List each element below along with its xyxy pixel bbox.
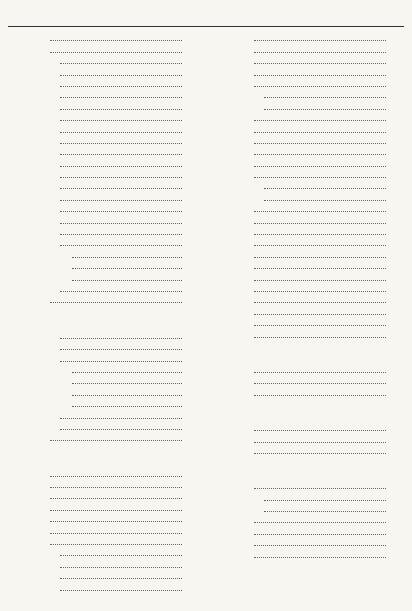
dot-leader xyxy=(50,510,182,511)
dot-leader xyxy=(254,132,386,133)
chapter-title xyxy=(64,450,144,462)
toc-entry[interactable] xyxy=(8,502,200,513)
toc-entry[interactable] xyxy=(8,204,200,215)
toc-entry[interactable] xyxy=(212,124,404,135)
dot-leader xyxy=(60,338,182,339)
toc-entry[interactable] xyxy=(212,192,404,203)
dot-leader xyxy=(60,97,182,98)
toc-right-column xyxy=(212,33,404,608)
dot-leader xyxy=(60,429,182,430)
toc-entry[interactable] xyxy=(8,147,200,158)
dot-leader xyxy=(254,453,386,454)
toc-entry[interactable] xyxy=(8,491,200,502)
dot-leader xyxy=(254,177,386,178)
dot-leader xyxy=(254,120,386,121)
running-header-title xyxy=(8,10,404,22)
toc-entry[interactable] xyxy=(8,215,200,226)
toc-entry[interactable] xyxy=(212,170,404,181)
dot-leader xyxy=(72,280,182,281)
toc-entry[interactable] xyxy=(8,365,200,376)
dot-leader xyxy=(60,349,182,350)
dot-leader xyxy=(254,557,386,558)
running-header-page-number xyxy=(392,10,402,22)
dot-leader xyxy=(50,476,182,477)
toc-entry[interactable] xyxy=(8,101,200,112)
toc-entry[interactable] xyxy=(212,181,404,192)
dot-leader xyxy=(254,302,386,303)
dot-leader xyxy=(60,418,182,419)
toc-entry[interactable] xyxy=(8,582,200,593)
toc-entry[interactable] xyxy=(212,515,404,526)
toc-entry[interactable] xyxy=(8,342,200,353)
dot-leader xyxy=(60,234,182,235)
toc-entry[interactable] xyxy=(212,423,404,434)
toc-entry[interactable] xyxy=(8,571,200,582)
dot-leader xyxy=(60,361,182,362)
toc-entry[interactable] xyxy=(8,295,200,306)
dot-leader xyxy=(72,383,182,384)
chapter-heading xyxy=(212,341,404,365)
running-header xyxy=(8,10,404,27)
toc-entry[interactable] xyxy=(8,136,200,147)
dot-leader xyxy=(72,257,182,258)
dot-leader xyxy=(50,440,182,441)
dot-leader xyxy=(60,154,182,155)
dot-leader xyxy=(60,590,182,591)
dot-leader xyxy=(254,143,386,144)
dot-leader xyxy=(254,223,386,224)
dot-leader xyxy=(254,280,386,281)
dot-leader xyxy=(254,52,386,53)
toc-entry[interactable] xyxy=(8,525,200,536)
toc-entry[interactable] xyxy=(212,329,404,340)
toc-entry[interactable] xyxy=(212,238,404,249)
toc-entry[interactable] xyxy=(212,79,404,90)
dot-leader xyxy=(254,314,386,315)
toc-entry[interactable] xyxy=(8,192,200,203)
dot-leader xyxy=(60,223,182,224)
dot-leader xyxy=(254,211,386,212)
toc-entry[interactable] xyxy=(8,33,200,44)
dot-leader xyxy=(254,534,386,535)
dot-leader xyxy=(254,545,386,546)
toc-entry[interactable] xyxy=(8,249,200,260)
toc-entry[interactable] xyxy=(212,504,404,515)
dot-leader xyxy=(50,498,182,499)
dot-leader xyxy=(72,406,182,407)
chapter-title xyxy=(268,347,348,359)
toc-entry[interactable] xyxy=(8,90,200,101)
dot-leader xyxy=(60,200,182,201)
toc-entry[interactable] xyxy=(212,44,404,55)
toc-entry[interactable] xyxy=(8,353,200,364)
toc-entry[interactable] xyxy=(212,295,404,306)
toc-entry[interactable] xyxy=(8,56,200,67)
dot-leader xyxy=(60,109,182,110)
toc-entry[interactable] xyxy=(212,481,404,492)
toc-entry[interactable] xyxy=(8,181,200,192)
toc-entry[interactable] xyxy=(8,376,200,387)
dot-leader xyxy=(50,52,182,53)
toc-entry[interactable] xyxy=(8,170,200,181)
toc-entry[interactable] xyxy=(212,56,404,67)
toc-entry[interactable] xyxy=(212,538,404,549)
toc-entry[interactable] xyxy=(8,537,200,548)
chapter-heading xyxy=(212,399,404,423)
toc-entry[interactable] xyxy=(212,67,404,78)
toc-entry[interactable] xyxy=(212,33,404,44)
dot-leader xyxy=(60,245,182,246)
dot-leader xyxy=(264,200,386,201)
chapter-title xyxy=(64,312,144,324)
toc-entry[interactable] xyxy=(212,113,404,124)
toc-entry[interactable] xyxy=(8,227,200,238)
dot-leader xyxy=(50,521,182,522)
dot-leader xyxy=(254,395,386,396)
dot-leader xyxy=(254,166,386,167)
toc-entry[interactable] xyxy=(212,261,404,272)
chapter-title xyxy=(268,463,348,475)
dot-leader xyxy=(254,291,386,292)
dot-leader xyxy=(254,325,386,326)
dot-leader xyxy=(50,302,182,303)
toc-entry[interactable] xyxy=(212,434,404,445)
dot-leader xyxy=(60,567,182,568)
dot-leader xyxy=(60,63,182,64)
dot-leader xyxy=(50,40,182,41)
dot-leader xyxy=(60,211,182,212)
toc-entry[interactable] xyxy=(8,238,200,249)
toc-entry[interactable] xyxy=(8,284,200,295)
dot-leader xyxy=(254,245,386,246)
toc-left-column xyxy=(8,33,200,608)
dot-leader xyxy=(254,234,386,235)
dot-leader xyxy=(254,268,386,269)
toc-entry[interactable] xyxy=(212,204,404,215)
toc-entry[interactable] xyxy=(212,492,404,503)
toc-entry[interactable] xyxy=(8,410,200,421)
dot-leader xyxy=(254,430,386,431)
toc-entry[interactable] xyxy=(8,44,200,55)
dot-leader xyxy=(60,86,182,87)
dot-leader xyxy=(60,143,182,144)
toc-entry[interactable] xyxy=(212,136,404,147)
toc-entry[interactable] xyxy=(8,468,200,479)
toc-entry[interactable] xyxy=(8,422,200,433)
dot-leader xyxy=(254,75,386,76)
toc-entry[interactable] xyxy=(212,272,404,283)
dot-leader xyxy=(254,383,386,384)
dot-leader xyxy=(254,372,386,373)
dot-leader xyxy=(254,488,386,489)
dot-leader xyxy=(254,63,386,64)
chapter-heading xyxy=(8,306,200,330)
toc-entry[interactable] xyxy=(212,376,404,387)
toc-entry[interactable] xyxy=(8,261,200,272)
dot-leader xyxy=(264,97,386,98)
dot-leader xyxy=(254,154,386,155)
dot-leader xyxy=(60,75,182,76)
toc-entry[interactable] xyxy=(212,306,404,317)
dot-leader xyxy=(50,487,182,488)
toc-entry[interactable] xyxy=(8,67,200,78)
toc-entry[interactable] xyxy=(212,284,404,295)
toc-entry[interactable] xyxy=(8,548,200,559)
dot-leader xyxy=(72,268,182,269)
toc-entry[interactable] xyxy=(8,113,200,124)
dot-leader xyxy=(72,372,182,373)
chapter-heading xyxy=(8,444,200,468)
toc-entry[interactable] xyxy=(8,480,200,491)
dot-leader xyxy=(60,120,182,121)
dot-leader xyxy=(50,533,182,534)
toc-columns xyxy=(8,33,404,608)
toc-entry[interactable] xyxy=(212,147,404,158)
dot-leader xyxy=(60,555,182,556)
dot-leader xyxy=(60,132,182,133)
dot-leader xyxy=(264,511,386,512)
chapter-heading xyxy=(212,457,404,481)
toc-entry[interactable] xyxy=(8,124,200,135)
toc-entry[interactable] xyxy=(212,158,404,169)
toc-entry[interactable] xyxy=(8,559,200,570)
dot-leader xyxy=(60,166,182,167)
dot-leader xyxy=(254,257,386,258)
dot-leader xyxy=(60,188,182,189)
toc-entry[interactable] xyxy=(212,549,404,560)
toc-entry[interactable] xyxy=(212,90,404,101)
dot-leader xyxy=(60,578,182,579)
dot-leader xyxy=(264,188,386,189)
dot-leader xyxy=(254,40,386,41)
toc-entry[interactable] xyxy=(8,433,200,444)
dot-leader xyxy=(72,395,182,396)
chapter-title xyxy=(268,405,348,417)
dot-leader xyxy=(254,86,386,87)
dot-leader xyxy=(60,291,182,292)
toc-entry[interactable] xyxy=(212,526,404,537)
toc-entry[interactable] xyxy=(8,158,200,169)
toc-entry[interactable] xyxy=(212,318,404,329)
toc-entry[interactable] xyxy=(212,227,404,238)
toc-entry[interactable] xyxy=(212,446,404,457)
toc-entry[interactable] xyxy=(8,387,200,398)
toc-entry[interactable] xyxy=(212,365,404,376)
dot-leader xyxy=(60,177,182,178)
toc-entry[interactable] xyxy=(8,514,200,525)
toc-entry[interactable] xyxy=(212,249,404,260)
dot-leader xyxy=(254,522,386,523)
toc-entry[interactable] xyxy=(212,215,404,226)
dot-leader xyxy=(254,337,386,338)
toc-entry[interactable] xyxy=(8,399,200,410)
dot-leader xyxy=(254,442,386,443)
dot-leader xyxy=(264,500,386,501)
toc-entry[interactable] xyxy=(8,330,200,341)
toc-entry[interactable] xyxy=(8,272,200,283)
dot-leader xyxy=(264,109,386,110)
dot-leader xyxy=(50,544,182,545)
toc-entry[interactable] xyxy=(212,387,404,398)
toc-entry[interactable] xyxy=(212,101,404,112)
toc-entry[interactable] xyxy=(8,79,200,90)
